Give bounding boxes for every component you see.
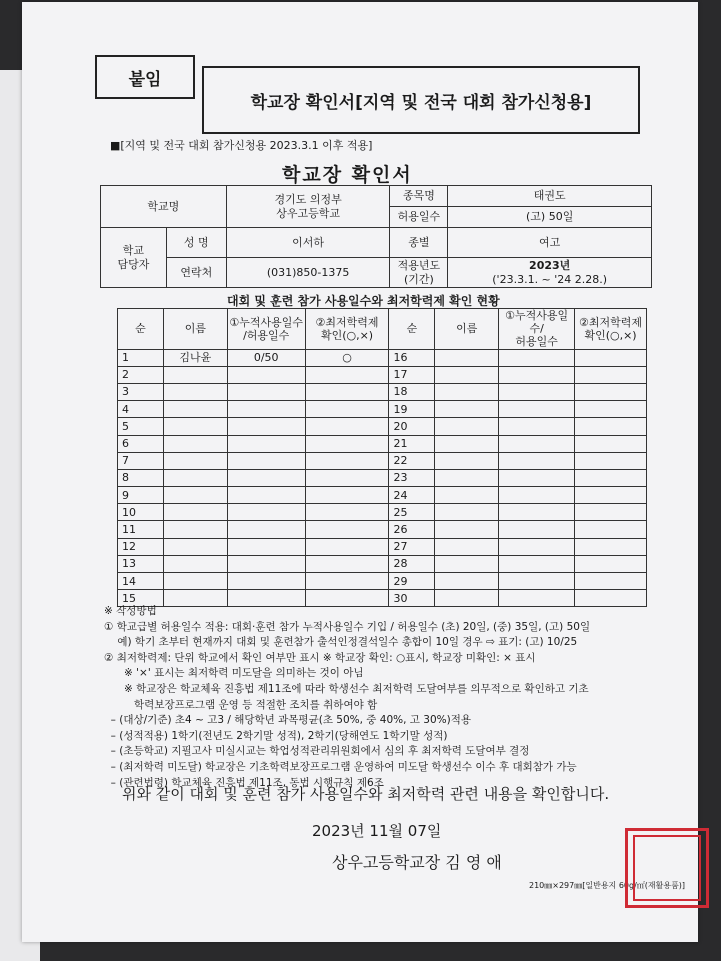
row-name — [163, 383, 227, 400]
table-row — [118, 435, 647, 452]
event-label: 종목명 — [390, 186, 448, 207]
table-row — [118, 469, 647, 486]
document-page — [22, 2, 698, 942]
row-academic — [305, 573, 389, 590]
row-name — [163, 469, 227, 486]
row-name — [163, 452, 227, 469]
row-number-right: 28 — [389, 555, 435, 572]
row-days — [227, 504, 305, 521]
row-days — [227, 366, 305, 383]
row-number-right: 25 — [389, 504, 435, 521]
note-line: ※ 작성방법 — [104, 605, 157, 617]
table-row — [118, 573, 647, 590]
row-days-right — [499, 487, 575, 504]
table-row — [118, 555, 647, 572]
row-academic-right — [575, 452, 647, 469]
usage-table — [117, 308, 647, 607]
note-line: – (최저학력 미도달) 학교장은 기초학력보장프로그램 운영하여 미도달 학생선수 이수 후 대회참가 가능 — [104, 760, 577, 773]
row-name — [163, 366, 227, 383]
row-name: 김나윤 — [163, 349, 227, 366]
writing-instructions — [104, 604, 704, 791]
row-days-right — [499, 452, 575, 469]
row-number: 13 — [118, 555, 164, 572]
row-days — [227, 418, 305, 435]
row-number: 5 — [118, 418, 164, 435]
row-name-right — [435, 469, 499, 486]
table-row — [118, 418, 647, 435]
attachment-label: 붙임 — [95, 55, 195, 99]
row-number: 15 — [118, 590, 164, 607]
row-number: 10 — [118, 504, 164, 521]
seal-inner-border — [633, 835, 701, 901]
table-row — [118, 504, 647, 521]
row-name — [163, 521, 227, 538]
row-number: 2 — [118, 366, 164, 383]
note-line: – (대상/기준) 초4 ~ 고3 / 해당학년 과목평균(초 50%, 중 40%, 고 30%)적용 — [104, 714, 472, 727]
header-name-right: 이름 — [435, 309, 499, 350]
row-number: 12 — [118, 538, 164, 555]
note-line: – (초등학교) 지필고사 미실시교는 학업성적관리위원회에서 심의 후 최저학력 도달여부 결정 — [104, 745, 530, 758]
allowed-days-value: (고) 50일 — [448, 207, 652, 228]
row-name-right — [435, 418, 499, 435]
row-number: 4 — [118, 401, 164, 418]
row-days-right — [499, 555, 575, 572]
school-name: 경기도 의정부 상우고등학교 — [226, 186, 390, 228]
row-number-right: 19 — [389, 401, 435, 418]
year-value: 2023년 ('23.3.1. ~ '24 2.28.) — [448, 258, 652, 288]
row-academic-right — [575, 469, 647, 486]
row-name — [163, 487, 227, 504]
info-table — [100, 185, 652, 288]
row-name-right — [435, 401, 499, 418]
note-line: 예) 학기 초부터 현재까지 대회 및 훈련참가 출석인정결석일수 총합이 10일 경우 ⇨ 표기: (고) 10/25 — [104, 636, 578, 649]
row-number: 6 — [118, 435, 164, 452]
row-days-right — [499, 538, 575, 555]
row-days — [227, 435, 305, 452]
row-number-right: 16 — [389, 349, 435, 366]
note-line: ※ 학교장은 학교체육 진흥법 제11조에 따라 학생선수 최저학력 도달여부를 의무적으로 확인하고 기초 — [104, 682, 589, 695]
row-days-right — [499, 521, 575, 538]
table-row — [118, 487, 647, 504]
year-label: 적용년도 (기간) — [390, 258, 448, 288]
row-days-right — [499, 401, 575, 418]
paper-spec: 210㎜×297㎜[일반용지 60g/㎡(재활용품)] — [529, 881, 686, 890]
contact-label: 학교 담당자 — [101, 228, 167, 288]
document-title: 학교장 확인서 — [282, 164, 413, 186]
row-name-right — [435, 538, 499, 555]
row-name — [163, 504, 227, 521]
row-name-right — [435, 573, 499, 590]
row-academic-right — [575, 538, 647, 555]
row-name — [163, 573, 227, 590]
row-number: 1 — [118, 349, 164, 366]
row-number-right: 20 — [389, 418, 435, 435]
row-days — [227, 383, 305, 400]
table-row — [118, 383, 647, 400]
note-line: ※ '×' 표시는 최저학력 미도달을 의미하는 것이 아님 — [104, 667, 364, 680]
row-days-right — [499, 383, 575, 400]
header-no-right: 순 — [389, 309, 435, 350]
row-academic — [305, 418, 389, 435]
row-days-right — [499, 366, 575, 383]
row-name — [163, 538, 227, 555]
row-number-right: 27 — [389, 538, 435, 555]
header-days-right: ①누적사용일수/ 허용일수 — [499, 309, 575, 350]
row-name-right — [435, 555, 499, 572]
note-line: 학력보장프로그램 운영 등 적절한 조치를 취하여야 함 — [104, 698, 378, 711]
row-academic-right — [575, 366, 647, 383]
row-name — [163, 418, 227, 435]
note-line: ② 최저학력제: 단위 학교에서 확인 여부만 표시 ※ 학교장 확인: ○표시, 학교장 미확인: × 표시 — [104, 651, 536, 664]
official-seal — [625, 828, 709, 908]
row-academic-right — [575, 573, 647, 590]
row-academic — [305, 366, 389, 383]
name-label: 성 명 — [166, 228, 226, 258]
row-days-right — [499, 573, 575, 590]
row-days-right — [499, 418, 575, 435]
row-days — [227, 538, 305, 555]
row-name-right — [435, 452, 499, 469]
row-days — [227, 555, 305, 572]
table-row — [118, 366, 647, 383]
row-academic-right — [575, 487, 647, 504]
row-days — [227, 573, 305, 590]
row-name-right — [435, 383, 499, 400]
row-number-right: 18 — [389, 383, 435, 400]
row-academic — [305, 504, 389, 521]
phone-value: (031)850-1375 — [226, 258, 390, 288]
note-line: ① 학교급별 허용일수 적용: 대회·훈련 참가 누적사용일수 기입 / 허용일수 (초) 20일, (중) 35일, (고) 50일 — [104, 620, 591, 633]
row-name-right — [435, 366, 499, 383]
row-days — [227, 469, 305, 486]
header-no: 순 — [118, 309, 164, 350]
school-label: 학교명 — [101, 186, 227, 228]
row-name-right — [435, 487, 499, 504]
row-academic-right — [575, 504, 647, 521]
row-number-right: 21 — [389, 435, 435, 452]
gender-value: 여고 — [448, 228, 652, 258]
row-academic — [305, 401, 389, 418]
gender-label: 종별 — [390, 228, 448, 258]
row-number-right: 26 — [389, 521, 435, 538]
name-value: 이서하 — [226, 228, 390, 258]
row-days-right — [499, 504, 575, 521]
row-number-right: 24 — [389, 487, 435, 504]
row-academic-right — [575, 383, 647, 400]
header-name: 이름 — [163, 309, 227, 350]
row-name — [163, 435, 227, 452]
note-line: – (성적적용) 1학기(전년도 2학기말 성적), 2학기(당해연도 1학기말 성적) — [104, 729, 448, 742]
row-number: 11 — [118, 521, 164, 538]
phone-label: 연락처 — [166, 258, 226, 288]
table-row — [118, 452, 647, 469]
row-number: 7 — [118, 452, 164, 469]
row-academic — [305, 452, 389, 469]
row-number: 8 — [118, 469, 164, 486]
confirmation-text: 위와 같이 대회 및 훈련 참가 사용일수와 최저학력 관련 내용을 확인합니다. — [122, 785, 610, 803]
event-value: 태권도 — [448, 186, 652, 207]
header-academic: ②최저학력제 확인(○,×) — [305, 309, 389, 350]
row-number-right: 23 — [389, 469, 435, 486]
issue-date: 2023년 11월 07일 — [312, 822, 442, 840]
row-days — [227, 487, 305, 504]
row-days: 0/50 — [227, 349, 305, 366]
row-days — [227, 401, 305, 418]
row-number-right: 30 — [389, 590, 435, 607]
row-number: 14 — [118, 573, 164, 590]
row-name-right — [435, 435, 499, 452]
row-number: 9 — [118, 487, 164, 504]
row-days-right — [499, 349, 575, 366]
row-number: 3 — [118, 383, 164, 400]
subtitle: ■[지역 및 전국 대회 참가신청용 2023.3.1 이후 적용] — [110, 139, 373, 152]
row-academic — [305, 555, 389, 572]
row-number-right: 29 — [389, 573, 435, 590]
row-academic-right — [575, 401, 647, 418]
header-days: ①누적사용일수 /허용일수 — [227, 309, 305, 350]
header-academic-right: ②최저학력제 확인(○,×) — [575, 309, 647, 350]
row-academic — [305, 521, 389, 538]
row-academic-right — [575, 418, 647, 435]
header-title: 학교장 확인서[지역 및 전국 대회 참가신청용] — [202, 66, 640, 134]
row-academic-right — [575, 349, 647, 366]
row-days — [227, 521, 305, 538]
row-days — [227, 452, 305, 469]
row-academic — [305, 469, 389, 486]
allowed-days-label: 허용일수 — [390, 207, 448, 228]
row-name-right — [435, 504, 499, 521]
row-number-right: 22 — [389, 452, 435, 469]
row-academic: ○ — [305, 349, 389, 366]
principal-signature: 상우고등학교장 김 영 애 — [332, 853, 502, 872]
table-row — [118, 349, 647, 366]
row-academic-right — [575, 555, 647, 572]
row-name — [163, 555, 227, 572]
row-academic — [305, 435, 389, 452]
row-academic — [305, 487, 389, 504]
row-academic — [305, 538, 389, 555]
row-days-right — [499, 435, 575, 452]
note-line: – (관련법령) 학교체육 진흥법 제11조, 동법 시행규칙 제6조 — [104, 776, 384, 789]
row-days-right — [499, 469, 575, 486]
table-row — [118, 401, 647, 418]
section-title: 대회 및 훈련 참가 사용일수와 최저학력제 확인 현황 — [227, 294, 500, 308]
table-row — [118, 521, 647, 538]
row-academic-right — [575, 435, 647, 452]
row-number-right: 17 — [389, 366, 435, 383]
row-name-right — [435, 349, 499, 366]
row-name-right — [435, 521, 499, 538]
row-name — [163, 401, 227, 418]
row-academic-right — [575, 521, 647, 538]
table-row — [118, 538, 647, 555]
row-academic — [305, 383, 389, 400]
